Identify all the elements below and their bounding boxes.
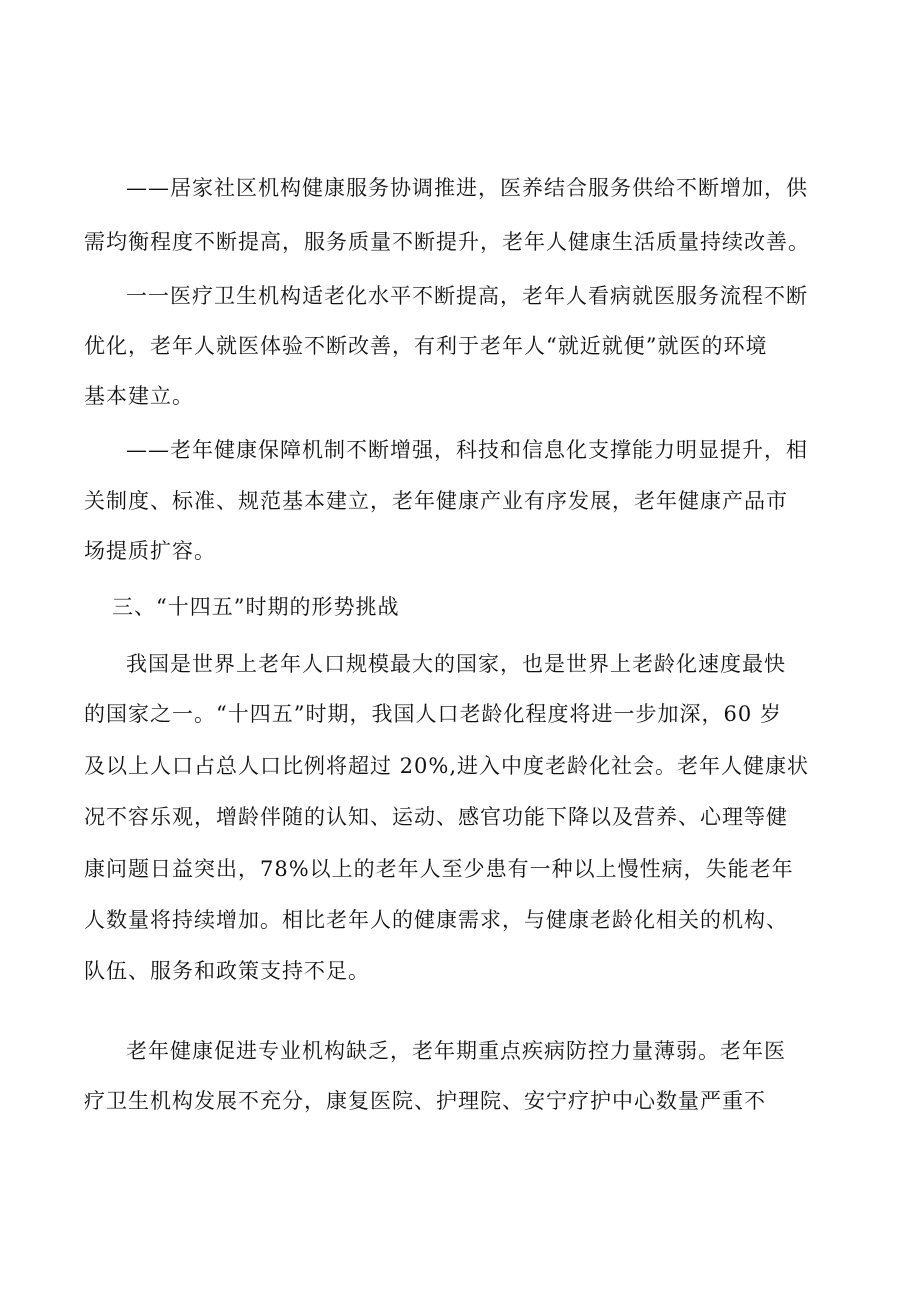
- paragraph-3-line-3: 场提质扩容。: [84, 539, 216, 563]
- paragraph-4-line-4: 况不容乐观，增龄伴随的认知、运动、感官功能下降以及营养、心理等健: [84, 805, 788, 829]
- paragraph-1-line-2: 需均衡程度不断提高，服务质量不断提升，老年人健康生活质量持续改善。: [84, 230, 810, 254]
- paragraph-1-line-1: ——居家社区机构健康服务协调推进，医养结合服务供给不断增加，供: [126, 176, 808, 200]
- paragraph-4-line-7: 队伍、服务和政策支持不足。: [84, 959, 370, 983]
- paragraph-3-line-2: 关制度、标准、规范基本建立，老年健康产业有序发展，老年健康产品市: [84, 489, 788, 513]
- paragraph-2-line-1: 一一医疗卫生机构适老化水平不断提高，老年人看病就医服务流程不断: [126, 284, 808, 308]
- paragraph-4-line-3: 及以上人口占总人口比例将超过 20%,进入中度老龄化社会。老年人健康状: [84, 754, 810, 778]
- paragraph-5-line-1: 老年健康促进专业机构缺乏，老年期重点疾病防控力量薄弱。老年医: [126, 1039, 786, 1063]
- paragraph-2-line-3: 基本建立。: [84, 384, 194, 408]
- paragraph-3-line-1: ——老年健康保障机制不断增强，科技和信息化支撑能力明显提升，相: [126, 438, 808, 462]
- paragraph-5-line-2: 疗卫生机构发展不充分，康复医院、护理院、安宁疗护中心数量严重不: [84, 1089, 766, 1113]
- paragraph-4-line-6: 人数量将持续增加。相比老年人的健康需求，与健康老龄化相关的机构、: [84, 908, 788, 932]
- section-heading: 三、“十四五”时期的形势挑战: [112, 595, 400, 619]
- paragraph-4-line-5: 康问题日益突出，78%以上的老年人至少患有一种以上慢性病，失能老年: [84, 857, 794, 881]
- paragraph-4-line-2: 的国家之一。“十四五”时期，我国人口老龄化程度将进一步加深，60 岁: [84, 702, 782, 726]
- paragraph-2-line-2: 优化，老年人就医体验不断改善，有利于老年人“就近就便”就医的环境: [84, 334, 768, 358]
- paragraph-4-line-1: 我国是世界上老年人口规模最大的国家，也是世界上老龄化速度最快: [126, 652, 786, 676]
